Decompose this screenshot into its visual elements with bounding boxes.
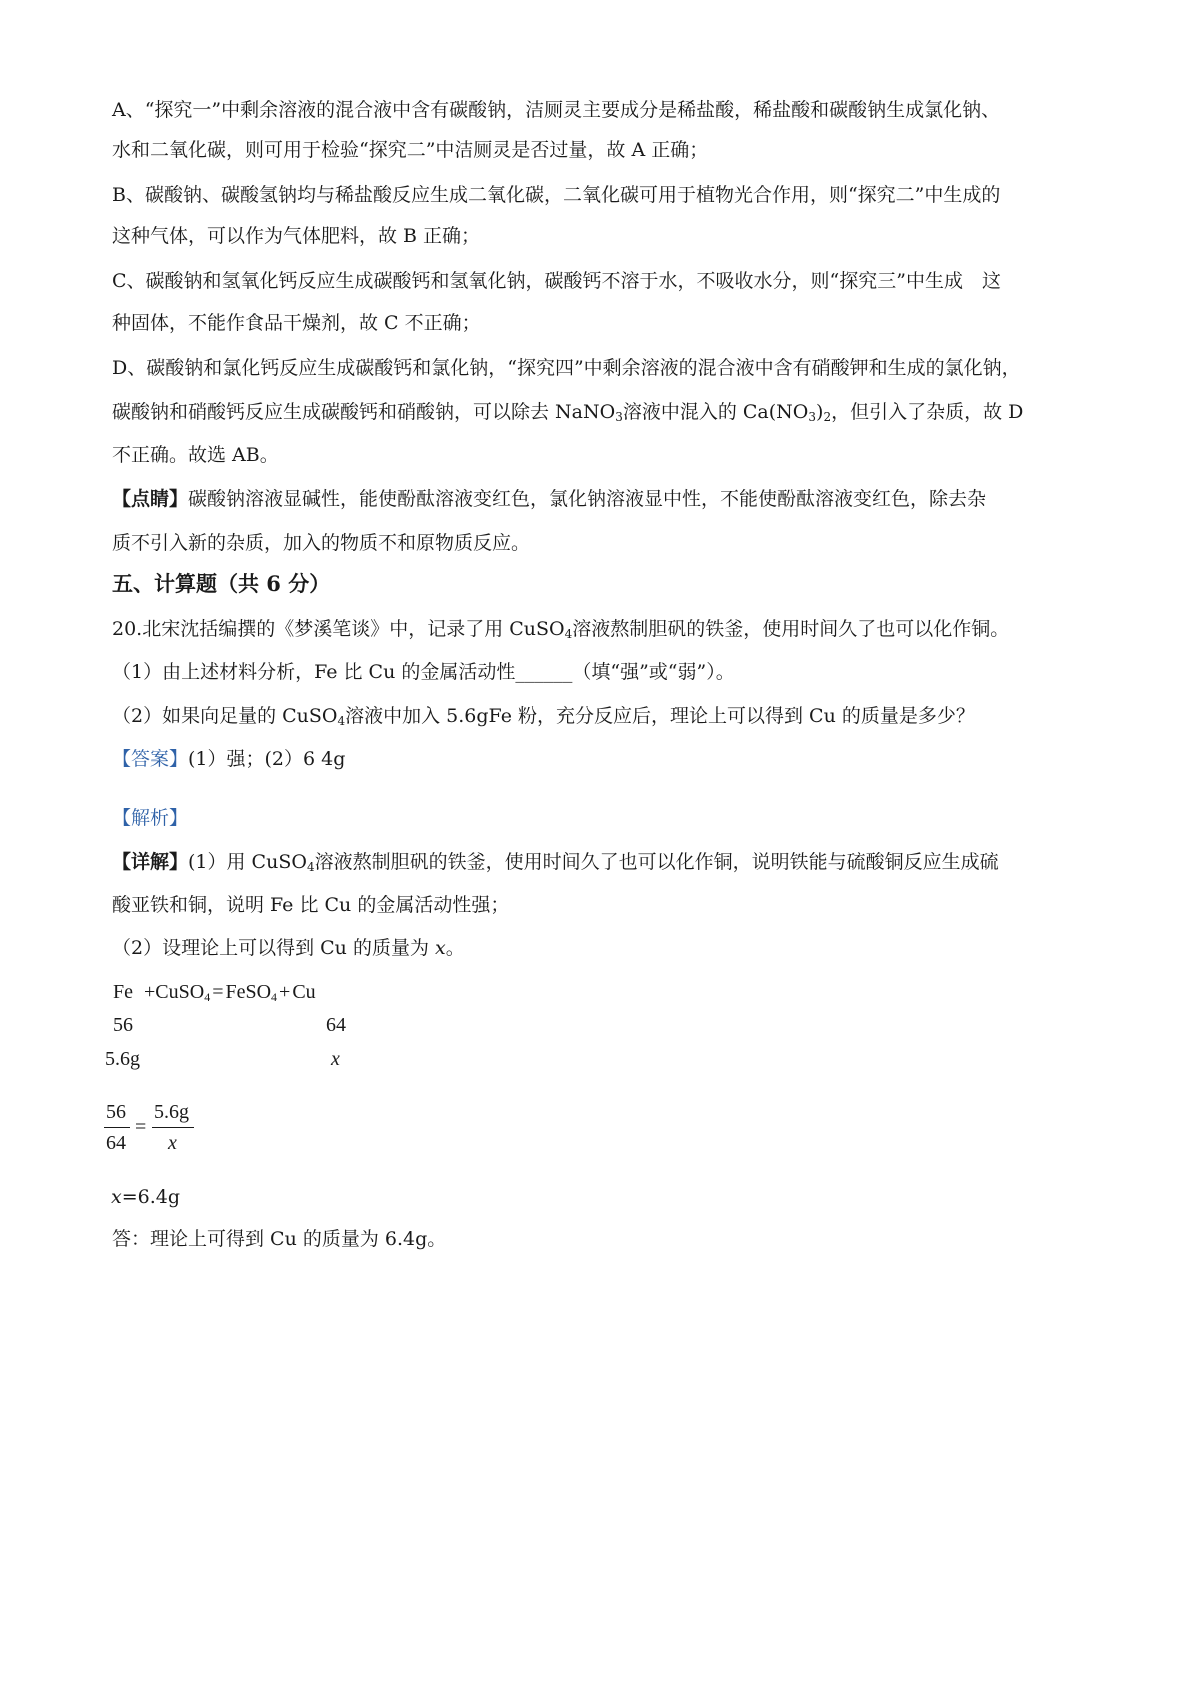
detail-line3-variable: x	[434, 937, 446, 959]
answer-line	[112, 746, 1102, 772]
equation-feso-subscript: 4	[271, 990, 278, 1004]
detail-line3-a: （2）设理论上可以得到 Cu 的质量为	[112, 937, 435, 959]
equation-cuso-subscript: 4	[204, 990, 211, 1004]
proportion-equals: =	[135, 1116, 147, 1138]
detail-line2: 酸亚铁和铜，说明 Fe 比 Cu 的金属活动性强；	[112, 894, 510, 916]
equation-line	[113, 981, 316, 1004]
section-heading: 五、计算题（共 6 分）	[112, 571, 331, 596]
dianjing-text-1: 碳酸钠溶液显碱性，能使酚酞溶液变红色，氯化钠溶液显中性，不能使酚酞溶液变红色，除去杂	[188, 488, 987, 510]
result-variable: x	[111, 1186, 122, 1208]
question-20-part2-a: （2）如果向足量的 CuSO	[112, 705, 338, 727]
proportion-fraction-bar-left	[104, 1127, 130, 1128]
equation-equals: =	[212, 981, 224, 1003]
paragraph-a-line2: 水和二氧化碳，则可用于检验“探究二”中洁厕灵是否过量，故 A 正确；	[112, 139, 709, 161]
paragraph-a-line1: A、“探究一”中剩余溶液的混合液中含有碳酸钠，洁厕灵主要成分是稀盐酸，稀盐酸和碳酸钠生成氯化钠、	[112, 99, 1001, 121]
equation-feso: FeSO	[225, 981, 272, 1003]
paragraph-c-line1: C、碳酸钠和氢氧化钙反应生成碳酸钙和氢氧化钠，碳酸钙不溶于水，不吸收水分，则“探究三”中生成 这	[112, 270, 1001, 292]
paragraph-d-line2-text-c: )	[816, 401, 824, 423]
proportion-numerator-left: 56	[106, 1101, 126, 1123]
equation-plus-1: +	[144, 981, 156, 1003]
dianjing-line2: 质不引入新的杂质，加入的物质不和原物质反应。	[112, 532, 531, 554]
proportion-numerator-right: 5.6g	[154, 1101, 189, 1123]
question-20-part1: （1）由上述材料分析，Fe 比 Cu 的金属活动性______（填“强”或“弱”）。	[112, 661, 735, 683]
ca-no3-2-subscript: 2	[823, 410, 832, 424]
detail-line1-b: 溶液熬制胆矾的铁釜，使用时间久了也可以化作铜，说明铁能与硫酸铜反应生成硫	[314, 851, 999, 873]
dianjing-line1	[112, 486, 1102, 512]
paragraph-d-line2-text-d: ，但引入了杂质，故 D	[831, 401, 1024, 423]
dianjing-label: 【点睛】	[112, 488, 189, 510]
result-line	[111, 1184, 1101, 1210]
paragraph-d-line1: D、碳酸钠和氯化钙反应生成碳酸钙和氯化钠，“探究四”中剩余溶液的混合液中含有硝酸钾和生成的氯化钠，	[112, 357, 1021, 379]
question-20-stem-subscript: 4	[564, 627, 573, 641]
equation-given-mass: 5.6g	[105, 1048, 140, 1070]
answer-text: (1）强；(2）6 4g	[188, 748, 346, 770]
paragraph-d-line2	[112, 399, 1102, 425]
paragraph-b-line1: B、碳酸钠、碳酸氢钠均与稀盐酸反应生成二氧化碳，二氧化碳可用于植物光合作用，则“探究二”中生成的	[112, 184, 1001, 206]
detail-label: 【详解】	[112, 851, 189, 873]
detail-line3-b: 。	[445, 937, 465, 959]
equation-mass-cu: 64	[326, 1014, 346, 1036]
detail-line1	[112, 849, 1102, 875]
equation-unknown: x	[331, 1048, 340, 1070]
equation-mass-fe: 56	[113, 1014, 133, 1036]
proportion-denominator-left: 64	[106, 1132, 126, 1154]
equation-cuso: CuSO	[155, 981, 205, 1003]
question-20-stem-a: 20.北宋沈括编撰的《梦溪笔谈》中，记录了用 CuSO	[112, 618, 565, 640]
question-20-part2	[112, 703, 1102, 729]
analysis-label: 【解析】	[112, 807, 189, 829]
paragraph-d-line2-text-b: 溶液中混入的 Ca(NO	[622, 401, 809, 423]
detail-line1-a: (1）用 CuSO	[188, 851, 307, 873]
equation-plus-2: +	[279, 981, 291, 1003]
detail-line3	[112, 935, 1102, 961]
paragraph-b-line2: 这种气体，可以作为气体肥料，故 B 正确；	[112, 225, 481, 247]
question-20-stem-b: 溶液熬制胆矾的铁釜，使用时间久了也可以化作铜。	[572, 618, 1010, 640]
no3-subscript: 3	[808, 410, 817, 424]
detail-line1-subscript: 4	[306, 860, 315, 874]
final-answer: 答：理论上可得到 Cu 的质量为 6.4g。	[112, 1228, 447, 1250]
equation-cu: Cu	[292, 981, 316, 1003]
question-20-part2-b: 溶液中加入 5.6gFe 粉，充分反应后，理论上可以得到 Cu 的质量是多少？	[345, 705, 975, 727]
proportion-fraction-bar-right	[152, 1127, 194, 1128]
result-value: =6.4g	[121, 1186, 181, 1208]
proportion-denominator-right: x	[168, 1132, 177, 1154]
question-20-part2-subscript: 4	[337, 714, 346, 728]
question-20-stem	[112, 616, 1102, 642]
paragraph-d-line2-text-a: 碳酸钠和硝酸钙反应生成碳酸钙和硝酸钠，可以除去 NaNO	[112, 401, 616, 423]
answer-label: 【答案】	[112, 748, 189, 770]
equation-fe: Fe	[113, 981, 133, 1003]
paragraph-c-line2: 种固体，不能作食品干燥剂，故 C 不正确；	[112, 312, 481, 334]
nano3-subscript: 3	[615, 410, 623, 424]
paragraph-d-line3: 不正确。故选 AB。	[112, 444, 279, 466]
